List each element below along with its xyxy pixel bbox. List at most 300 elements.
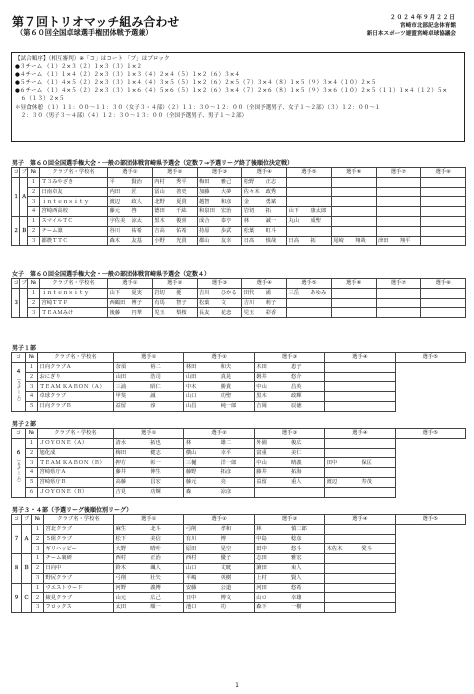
column-header: 選手⑥	[331, 168, 376, 178]
column-header: クラブ名・学校名	[38, 353, 114, 363]
block-label: Ｂ	[20, 216, 28, 245]
club-name: 宮崎ＴＴＦ	[40, 298, 108, 308]
column-header: №	[28, 168, 40, 178]
player-surname: 成合	[197, 216, 219, 226]
player-given-name: 保匡	[360, 458, 395, 468]
team-number: １	[28, 216, 40, 226]
column-header: 選手⑤	[395, 429, 465, 439]
player-given-name: 賢人	[289, 573, 324, 583]
section-table	[11, 514, 466, 613]
club-name: 綾見クラブ	[44, 593, 114, 603]
player-surname	[325, 382, 360, 392]
column-header: 選手①	[114, 353, 184, 363]
player-given-name	[309, 197, 331, 207]
player-given-name: 昭仁	[149, 382, 184, 392]
club-name: チーム凛	[40, 226, 108, 236]
team-count-label: （５チーム）	[16, 376, 21, 405]
club-name: ＴＥＡＭ ＫＡＢＯＮ（Ｂ）	[38, 458, 114, 468]
player-given-name: 順一	[149, 603, 184, 613]
player-surname: 山口	[184, 392, 219, 402]
player-given-name: 勝貴	[219, 382, 254, 392]
court-number	[12, 362, 26, 411]
player-given-name	[360, 438, 395, 448]
player-given-name: 公道	[219, 583, 254, 593]
column-header: 選手⑤	[287, 168, 332, 178]
player-given-name: 泰亨	[219, 216, 241, 226]
player-surname: 岩切	[242, 207, 264, 217]
player-given-name: 功輝	[149, 487, 184, 497]
player-given-name: ひかる	[219, 288, 241, 298]
player-given-name: 俊広	[289, 438, 324, 448]
player-surname: 外園	[254, 438, 289, 448]
player-surname	[287, 177, 309, 187]
court-number: ９	[12, 583, 22, 612]
team-number: １	[28, 288, 40, 298]
player-surname: 吉見	[114, 487, 149, 497]
court-label: ４	[15, 369, 22, 376]
player-given-name: 裕二	[149, 362, 184, 372]
table-row	[12, 524, 466, 534]
player-surname: 持原	[197, 226, 219, 236]
player-given-name: 慎哉	[264, 236, 286, 246]
player-given-name: 拓海	[289, 468, 324, 478]
player-surname	[376, 226, 398, 236]
player-given-name	[398, 177, 420, 187]
player-surname: 鈴木	[114, 563, 149, 573]
column-header: コ	[13, 169, 19, 176]
player-surname	[421, 197, 443, 207]
player-given-name	[354, 308, 376, 318]
player-surname	[325, 392, 360, 402]
player-given-name	[354, 288, 376, 298]
player-given-name: 悠希	[289, 583, 324, 593]
player-given-name	[398, 197, 420, 207]
event-date: ２０２４年９月２２日	[390, 15, 456, 21]
player-given-name: 颯人	[149, 563, 184, 573]
player-given-name	[309, 308, 331, 318]
player-given-name	[309, 177, 331, 187]
player-surname	[287, 298, 309, 308]
player-given-name: 稔彦	[289, 534, 324, 544]
player-surname: 西鶴田	[108, 298, 130, 308]
player-surname: 中山	[254, 382, 289, 392]
player-given-name: 広己	[149, 593, 184, 603]
player-surname: 横山	[184, 448, 219, 458]
rules-line: ●４チーム （１）１×４（２）２×３（３）１×３（４）２×４（５）１×２（６）３×４	[15, 72, 240, 79]
player-surname: 日中	[184, 593, 219, 603]
column-header: 選手②	[184, 429, 254, 439]
player-given-name: 莉子	[264, 298, 286, 308]
table-row	[12, 583, 466, 593]
table-header-row	[12, 168, 466, 178]
column-header: 選手④	[242, 168, 287, 178]
player-given-name: 義博	[149, 583, 184, 593]
player-surname: 越智	[197, 197, 219, 207]
player-given-name: 孝和	[219, 524, 254, 534]
player-surname	[421, 226, 443, 236]
team-number: ３	[32, 603, 44, 613]
player-given-name: 秀平	[175, 177, 197, 187]
player-given-name: 梨桜	[175, 308, 197, 318]
player-given-name: 和彦	[219, 197, 241, 207]
player-surname: 田代	[242, 288, 264, 298]
player-given-name: 博	[219, 534, 254, 544]
player-surname: 志田	[254, 554, 289, 564]
club-name: ｉｎｔｅｎｓｉｔｙ	[40, 197, 108, 207]
table-header-row	[12, 429, 466, 439]
player-given-name: 浩司	[149, 372, 184, 382]
section-table	[11, 278, 466, 318]
club-name: 日向クラブＡ	[38, 362, 114, 372]
player-surname	[376, 298, 398, 308]
player-surname	[331, 207, 353, 217]
player-given-name: 一樹	[289, 603, 324, 613]
player-given-name: 美仁	[289, 448, 324, 458]
team-number: ３	[28, 236, 40, 246]
block-label: Ｂ	[22, 554, 32, 583]
team-number: １	[26, 438, 38, 448]
rules-line: ●３チーム （１）２×３（２）１×３（３）１×２	[15, 64, 143, 71]
table-row	[12, 438, 466, 448]
player-given-name	[443, 187, 465, 197]
player-surname	[376, 288, 398, 298]
player-surname: 山元	[114, 593, 149, 603]
player-given-name	[360, 524, 395, 534]
player-given-name: 悠斗	[289, 544, 324, 554]
player-surname: 岩切	[152, 288, 174, 298]
table-row	[12, 563, 466, 573]
rules-line: ●６チーム （１）４×５（２）２×３（３）１×６（４）５×６（５）１×２（６）３×４（７）２×６（８）１×５（９）３×６（１０）２×５（１１）１×４（１２）５×	[15, 88, 448, 95]
table-row	[12, 197, 466, 207]
player-given-name	[398, 187, 420, 197]
club-name: 日向クラブＢ	[38, 401, 114, 411]
player-given-name: 憂	[175, 288, 197, 298]
column-header: 選手②	[152, 168, 197, 178]
club-name: 宮崎西高校	[40, 207, 108, 217]
player-given-name	[360, 554, 395, 564]
team-number: ３	[26, 382, 38, 392]
player-surname: 中木	[184, 382, 219, 392]
player-given-name: 夏貴	[175, 197, 197, 207]
player-given-name	[360, 362, 395, 372]
player-surname: 原田	[184, 544, 219, 554]
player-given-name	[354, 187, 376, 197]
player-given-name: 幸平	[219, 448, 254, 458]
column-header: コ	[12, 353, 26, 363]
section-title: 女子 第６０回全国選手権大会・一般の部団体戦宮崎県予選会（定数４）	[12, 271, 211, 278]
club-name: おにぎり	[38, 372, 114, 382]
player-given-name: 政輝	[289, 392, 324, 402]
player-given-name	[443, 216, 465, 226]
player-surname: 松葉	[242, 226, 264, 236]
player-given-name: 俊喜	[175, 216, 197, 226]
section-table	[11, 352, 466, 412]
player-given-name	[398, 298, 420, 308]
player-given-name: 友基	[130, 236, 152, 246]
player-surname: 清水	[114, 438, 149, 448]
player-surname: 木佐木	[325, 544, 360, 554]
player-given-name	[398, 216, 420, 226]
club-name: 日南卓友	[40, 187, 108, 197]
player-given-name: 拓也	[149, 438, 184, 448]
team-number: ４	[28, 207, 40, 217]
player-given-name: 雅宏	[289, 554, 324, 564]
club-name: ｉｎｔｅｎｓｉｔｙ	[40, 288, 108, 298]
player-given-name	[309, 298, 331, 308]
club-name: フロックス	[44, 603, 114, 613]
player-given-name: 匠	[130, 187, 152, 197]
player-surname	[376, 177, 398, 187]
section-title: 男子３・４部（予選リーグ後順位別リーグ）	[12, 507, 133, 514]
player-surname	[325, 593, 360, 603]
team-number: ２	[28, 226, 40, 236]
player-surname: 山昌	[184, 401, 219, 411]
player-surname	[287, 197, 309, 207]
column-header: コ	[12, 429, 26, 439]
rules-line: ●５チーム （１）４×５（２）２×３（３）１×４（４）３×５（５）１×２（６）２×５（７）３×４（８）１×５（９）３×４（１０）２×５	[15, 80, 377, 87]
player-given-name: 丈晄	[219, 563, 254, 573]
player-given-name: 正治	[149, 554, 184, 564]
player-given-name	[360, 603, 395, 613]
team-number: ３	[32, 573, 44, 583]
club-name: Ｔ３みやざき	[40, 177, 108, 187]
table-row	[12, 458, 466, 468]
player-surname	[376, 216, 398, 226]
column-header: 選手②	[184, 353, 254, 363]
table-row	[12, 603, 466, 613]
player-surname: 林	[184, 438, 219, 448]
column-header: 選手④	[325, 353, 395, 363]
table-row	[12, 487, 466, 497]
player-given-name: 博文	[219, 593, 254, 603]
player-given-name: 真晃	[219, 372, 254, 382]
player-surname	[325, 448, 360, 458]
player-given-name: 花恋	[219, 308, 241, 318]
column-header: №	[26, 429, 38, 439]
player-given-name: 宏治	[219, 207, 241, 217]
player-surname: 田中	[254, 544, 289, 554]
table-row	[12, 593, 466, 603]
player-surname: 西村	[114, 554, 149, 564]
table-row	[12, 401, 466, 411]
table-row	[12, 392, 466, 402]
team-number: ３	[28, 308, 40, 318]
player-given-name: 淳	[149, 401, 184, 411]
player-surname: 富重	[254, 448, 289, 458]
team-number: ２	[28, 187, 40, 197]
player-surname	[325, 583, 360, 593]
column-header: 選手⑧	[421, 279, 466, 289]
player-surname: 高藤	[114, 477, 149, 487]
player-given-name	[360, 392, 395, 402]
team-number: ３	[26, 458, 38, 468]
player-given-name	[360, 573, 395, 583]
player-surname: 黒木	[152, 216, 174, 226]
player-surname: 河野	[114, 583, 149, 593]
player-surname: 児玉	[242, 308, 264, 318]
player-surname: 太田	[114, 603, 149, 613]
club-name: ５組クラブ	[44, 534, 114, 544]
player-surname: 河田	[254, 583, 289, 593]
club-name: 日向中	[44, 563, 114, 573]
column-header: 選手③	[197, 168, 242, 178]
column-header: 選手⑦	[376, 279, 421, 289]
column-header: クラブ名・学校名	[44, 515, 114, 525]
player-surname	[331, 226, 353, 236]
court-number: １	[12, 177, 20, 216]
player-surname: 木田	[254, 362, 289, 372]
player-surname	[325, 524, 360, 534]
player-surname: 弓削	[114, 573, 149, 583]
table-header-row	[12, 353, 466, 363]
player-given-name	[398, 226, 420, 236]
player-given-name	[309, 226, 331, 236]
page-subtitle: （第６０回全国卓球選手権団体戦予選兼）	[16, 28, 153, 37]
player-given-name: 賢治	[130, 177, 152, 187]
column-header: 選手①	[108, 279, 153, 289]
table-row	[12, 573, 466, 583]
table-row	[12, 187, 466, 197]
player-surname: 益留	[254, 477, 289, 487]
player-surname: 山田	[114, 372, 149, 382]
player-surname: 日高	[287, 236, 309, 246]
player-surname	[325, 603, 360, 613]
table-row	[12, 216, 466, 226]
player-surname: 林田	[184, 362, 219, 372]
player-surname	[325, 362, 360, 372]
club-name: 都農ＴＴＣ	[40, 236, 108, 246]
player-given-name	[354, 197, 376, 207]
player-surname: 内田	[108, 187, 130, 197]
player-surname	[287, 226, 309, 236]
player-surname	[331, 187, 353, 197]
player-surname: 谷川	[108, 226, 130, 236]
column-header: 選手④	[242, 279, 287, 289]
player-surname: 藤井	[114, 468, 149, 478]
player-given-name: 拓	[264, 207, 286, 217]
team-number: ４	[26, 468, 38, 478]
player-given-name: 束人	[289, 563, 324, 573]
column-header: ブ	[21, 169, 27, 176]
column-header: 選手③	[254, 429, 324, 439]
player-surname	[325, 372, 360, 382]
player-surname: 内村	[152, 177, 174, 187]
player-given-name: 翔哉	[354, 236, 376, 246]
player-surname	[376, 187, 398, 197]
player-surname: 麻生	[114, 524, 149, 534]
player-surname	[325, 401, 360, 411]
player-given-name: 彩香	[264, 308, 286, 318]
player-given-name: 寿茂	[360, 477, 395, 487]
player-given-name: 晴叶	[149, 544, 184, 554]
header-info	[367, 14, 456, 39]
club-name: 宮崎県庁Ａ	[38, 468, 114, 478]
player-surname	[331, 197, 353, 207]
club-name: ＴＥＡＭみけ	[40, 308, 108, 318]
player-surname: 吉岡	[254, 401, 289, 411]
player-surname	[421, 308, 443, 318]
player-surname: 梅田	[114, 448, 149, 458]
section-table	[11, 428, 466, 498]
player-given-name	[360, 534, 395, 544]
player-given-name: 勇斌	[264, 197, 286, 207]
player-given-name: 拓彦	[219, 468, 254, 478]
court-number	[12, 438, 26, 497]
column-header: 選手③	[254, 353, 324, 363]
player-given-name: 洋一郎	[219, 458, 254, 468]
player-surname: 黒木	[254, 392, 289, 402]
rules-line: 【試合順序】（相互審判）※「コ」はコート 「ブ」はブロック	[15, 56, 170, 62]
player-surname: 中島	[254, 534, 289, 544]
player-given-name: 悠介	[289, 372, 324, 382]
club-name: ギリハッピー	[44, 544, 114, 554]
player-surname	[325, 487, 360, 497]
player-surname	[287, 187, 309, 197]
player-surname: 渡辺	[108, 197, 130, 207]
column-header: ブ	[22, 515, 32, 525]
player-surname: 長友	[197, 308, 219, 318]
player-surname: 松葉	[197, 298, 219, 308]
player-surname	[325, 438, 360, 448]
player-surname: 林	[254, 524, 289, 534]
player-given-name: 昌英	[289, 382, 324, 392]
player-given-name	[354, 216, 376, 226]
player-given-name: 亮	[219, 477, 254, 487]
column-header: クラブ名・学校名	[38, 429, 114, 439]
player-surname: 松下	[114, 534, 149, 544]
page-title: 第７回トリオマッチ組み合わせ	[12, 15, 180, 29]
player-surname	[325, 468, 360, 478]
team-number: ２	[26, 372, 38, 382]
section-table	[11, 167, 466, 246]
player-surname: 後藤	[108, 308, 130, 318]
column-header: 選手⑤	[395, 353, 465, 363]
club-name: チーム裏研	[44, 554, 114, 564]
player-surname: 押方	[114, 458, 149, 468]
player-given-name: 虹斗	[264, 226, 286, 236]
player-surname: 有川	[184, 534, 219, 544]
player-given-name: 祐希	[130, 226, 152, 236]
team-number: ６	[26, 487, 38, 497]
rules-box	[11, 52, 465, 142]
player-surname: 松野	[242, 177, 264, 187]
player-given-name: 雅己	[219, 177, 241, 187]
team-number: １	[26, 362, 38, 372]
player-surname: 山下	[287, 207, 309, 217]
player-given-name: 善史	[175, 187, 197, 197]
club-name: 宮北クラブ	[44, 524, 114, 534]
player-given-name	[360, 401, 395, 411]
player-given-name: 辰徳	[289, 401, 324, 411]
player-given-name	[289, 487, 324, 497]
court-number: ７	[12, 524, 22, 553]
player-surname: 三岳	[287, 288, 309, 298]
player-given-name: 正志	[264, 177, 286, 187]
player-surname	[331, 298, 353, 308]
player-surname: 磐井	[254, 372, 289, 382]
club-name: ＪＯＹＯＮＥ（Ａ）	[38, 438, 114, 448]
court-number: ３	[12, 288, 20, 317]
club-name: 宮崎県庁Ｂ	[38, 477, 114, 487]
column-header: №	[26, 353, 38, 363]
table-row	[12, 236, 466, 246]
player-surname	[254, 487, 289, 497]
player-surname: 都山	[197, 236, 219, 246]
player-given-name	[443, 197, 465, 207]
player-surname: 金	[242, 197, 264, 207]
player-given-name	[443, 236, 465, 246]
club-name: 旭化成	[38, 448, 114, 458]
